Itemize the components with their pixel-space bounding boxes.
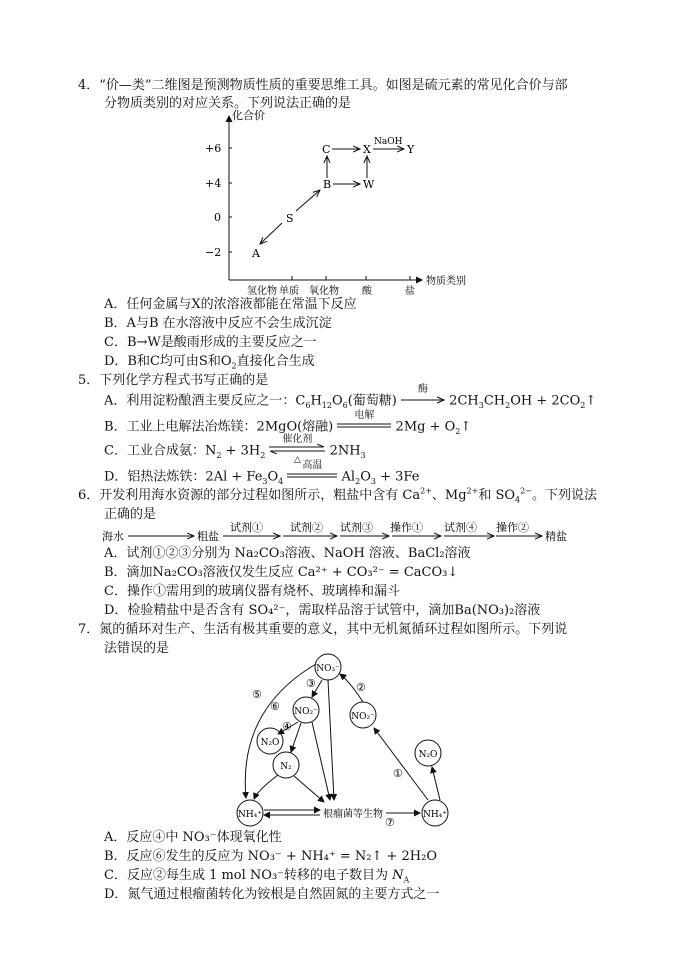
point-X: X	[363, 143, 371, 156]
svg-text:①: ①	[393, 767, 403, 780]
x-tick: 酸	[362, 286, 372, 297]
center-label: 根瘤菌等生物	[323, 809, 383, 820]
svg-text:⑤: ⑤	[252, 688, 262, 701]
x-tick: 氢化物	[247, 286, 277, 297]
svg-text:④: ④	[282, 720, 292, 733]
flow-reagent-3: 试剂③	[340, 522, 373, 534]
svg-text:NO₂⁻: NO₂⁻	[351, 712, 375, 722]
valence-class-chart	[200, 108, 490, 298]
q6-stem-line1: 6．开发利用海水资源的部分过程如图所示，粗盐中含有 $Ca^{2+}$、$Mg^{2+}$和 $SO_4^{2-}$。下列说法	[78, 486, 597, 505]
q7-option-C: C．反应②每生成 1 mol NO₃⁻转移的电子数目为 $N_A$	[104, 868, 410, 885]
q7-option-D: D．氮气通过根瘤菌转化为铵根是自然固氮的主要方式之一	[104, 887, 440, 902]
svg-text:⑦: ⑦	[385, 816, 395, 829]
q5-option-D: D．铝热法炼铁：$2Al + Fe_3O_4$ 高温 $Al_2O_3 + 3Fe$	[104, 460, 420, 487]
q4-option-B: B．A与B 在水溶液中反应不会生成沉淀	[104, 316, 332, 331]
x-tick: 单质	[279, 286, 299, 297]
q7-option-B: B．反应⑥发生的反应为 NO₃⁻ + NH₄⁺ = N₂↑ + 2H₂O	[104, 849, 438, 864]
q5-stem: 5．下列化学方程式书写正确的是	[78, 373, 269, 388]
y-axis-title: 化合价	[232, 109, 265, 122]
flow-seawater: 海水	[102, 530, 124, 543]
y-tick: 0	[214, 211, 221, 224]
q7-option-A: A．反应④中 NO₃⁻体现氧化性	[104, 830, 282, 845]
q5-option-A: A．利用淀粉酿酒主要反应之一：$C_6H_{12}O_6$(葡萄糖) 酶 $2CH_3CH_2OH$ + $2CO_2↑$	[104, 384, 597, 411]
q5-option-C: C．工业合成氨：$N_2 + 3H_2$ 催化剂 △ $2NH_3$	[104, 434, 366, 465]
point-Y: Y	[407, 143, 415, 156]
point-C: C	[322, 143, 331, 156]
q6-option-C: C．操作①需用到的玻璃仪器有烧杯、玻璃棒和漏斗	[104, 584, 400, 599]
q4-option-C: C．B→W是酸雨形成的主要反应之一	[104, 335, 317, 350]
y-tick: +6	[205, 142, 222, 155]
nitrogen-cycle-diagram	[228, 650, 478, 830]
q4-option-D: D．B和C均可由S和$O_2$直接化合生成	[104, 354, 315, 371]
svg-text:NH₄⁺: NH₄⁺	[237, 810, 263, 820]
seawater-flow	[102, 522, 582, 544]
point-S: S	[286, 212, 294, 225]
flow-reagent-2: 试剂②	[290, 522, 323, 534]
q6-option-B: B．滴加Na₂CO₃溶液仅发生反应 Ca²⁺ + CO₃²⁻ = CaCO₃↓	[104, 565, 459, 580]
svg-text:NH₄⁺: NH₄⁺	[422, 810, 448, 820]
q7-stem-line1: 7．氮的循环对生产、生活有极其重要的意义，其中无机氮循环过程如图所示。下列说	[78, 622, 568, 637]
flow-refined-salt: 精盐	[545, 530, 567, 543]
x-tick: 盐	[405, 286, 415, 297]
point-B: B	[323, 178, 332, 191]
q6-option-D: D．检验精盐中是否含有 SO₄²⁻，需取样品溶于试管中，滴加Ba(NO₃)₂溶液	[104, 603, 541, 618]
svg-text:NO₃⁻: NO₃⁻	[316, 664, 340, 674]
y-tick: +4	[205, 177, 222, 190]
y-tick: −2	[205, 246, 222, 259]
svg-text:NO₂⁻: NO₂⁻	[294, 707, 318, 717]
svg-text:N₂O: N₂O	[418, 750, 438, 760]
svg-text:N₂: N₂	[280, 762, 292, 772]
q5-option-B: B．工业上电解法冶炼镁：2MgO(熔融) 电解 $2Mg + O_2↑$	[104, 410, 472, 437]
flow-reagent-1: 试剂①	[230, 522, 263, 534]
q4-stem-line1: 4．“价—类”二维图是预测物质性质的重要思维工具。如图是硫元素的常见化合价与部	[78, 78, 568, 93]
q6-option-A: A．试剂①②③分别为 Na₂CO₃溶液、NaOH 溶液、BaCl₂溶液	[104, 546, 471, 561]
point-A: A	[252, 247, 260, 260]
flow-operation-1: 操作①	[390, 522, 423, 534]
svg-text:⑥: ⑥	[270, 700, 280, 713]
svg-text:N₂O: N₂O	[260, 738, 280, 748]
flow-reagent-4: 试剂④	[444, 522, 477, 534]
q6-stem-line2: 正确的是	[104, 507, 157, 522]
point-W: W	[363, 178, 375, 191]
naoh-label: NaOH	[374, 137, 403, 147]
svg-text:②: ②	[356, 681, 366, 694]
q7-stem-line2: 法错误的是	[104, 641, 170, 656]
q4-option-A: A．任何金属与X的浓溶液都能在常温下反应	[104, 297, 357, 312]
flow-crude-salt: 粗盐	[197, 530, 219, 543]
x-axis-title: 物质类别	[426, 276, 466, 287]
x-tick: 氧化物	[309, 286, 339, 297]
q4-stem-line2: 分物质类别的对应关系。下列说法正确的是	[104, 96, 352, 111]
flow-operation-2: 操作②	[496, 522, 529, 534]
svg-text:③: ③	[306, 677, 316, 690]
